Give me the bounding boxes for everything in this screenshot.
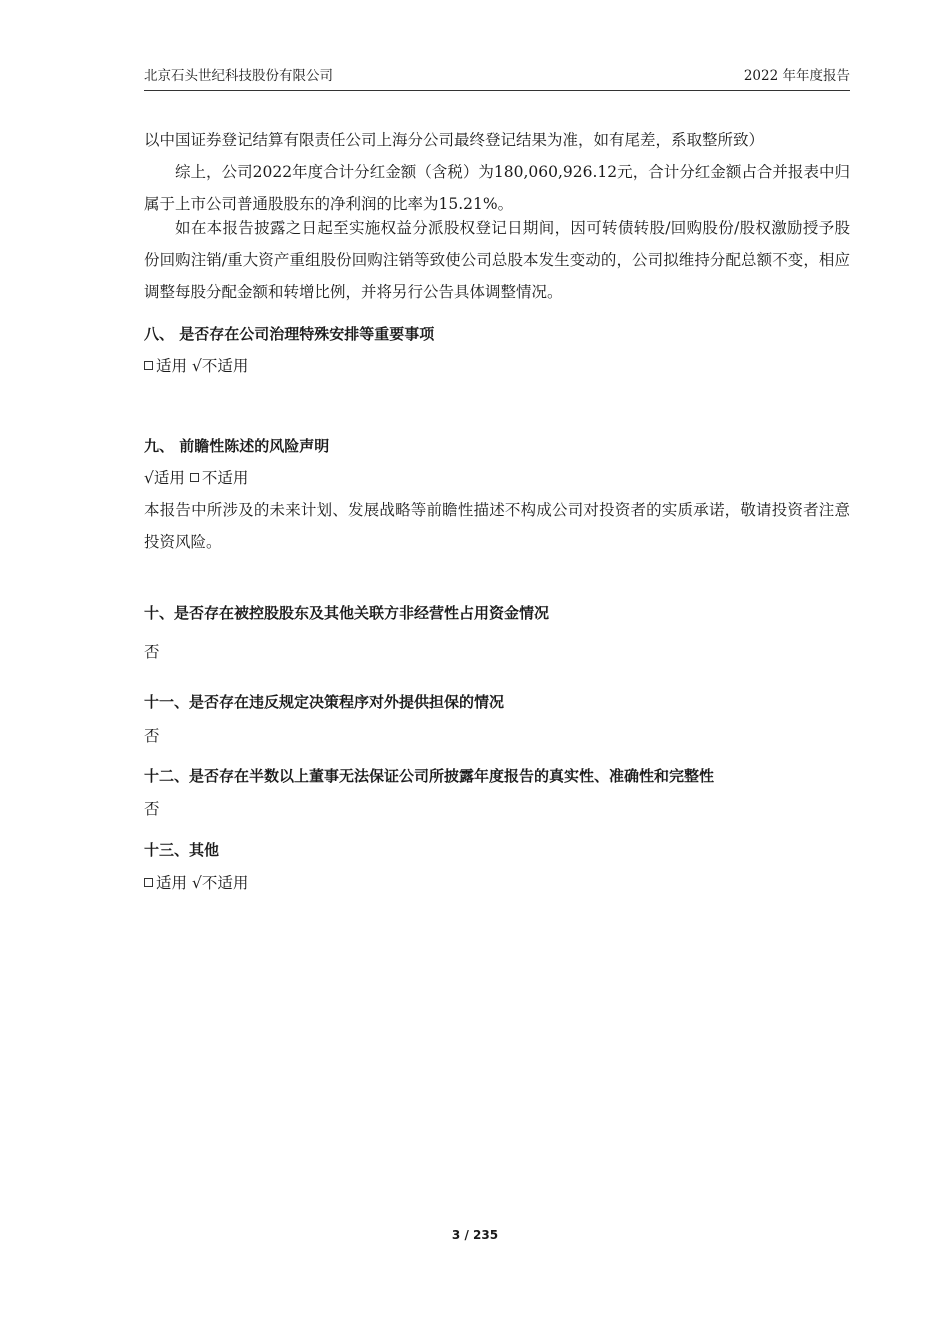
page-number: 3 / 235: [451, 1228, 499, 1242]
section-9-title: 九、 前瞻性陈述的风险声明: [144, 437, 330, 455]
section-13-not-applicable-label: √不适用: [191, 874, 249, 892]
page-header: [144, 66, 850, 91]
header-report-title: 2022 年年度报告: [743, 68, 850, 84]
unchecked-box-icon: [144, 361, 153, 370]
section-9-applicable-label: √适用: [144, 469, 185, 487]
section-11-title: 十一、是否存在违反规定决策程序对外提供担保的情况: [144, 693, 505, 711]
section-9-applicability: [144, 466, 850, 490]
section-9-content: 本报告中所涉及的未来计划、发展战略等前瞻性描述不构成公司对投资者的实质承诺，敬请投资者注意投资风险。: [144, 501, 850, 551]
section-12-title: 十二、是否存在半数以上董事无法保证公司所披露年度报告的真实性、准确性和完整性: [144, 767, 715, 785]
section-9-not-applicable-label: 不适用: [201, 469, 249, 487]
section-13-applicable-label: 适用: [156, 874, 188, 892]
section-10-title: 十、是否存在被控股股东及其他关联方非经营性占用资金情况: [144, 604, 550, 622]
section-8-applicable-label: 适用: [156, 357, 188, 375]
paragraph-adjustment-note: 如在本报告披露之日起至实施权益分派股权登记日期间，因可转债转股/回购股份/股权激励授予股份回购注销/重大资产重组股份回购注销等致使公司总股本发生变动的，公司拟维持分配总额不变，相应调整每股分配金额和转增比例，并将另行公告具体调整情况。: [144, 219, 850, 301]
section-8-title: 八、 是否存在公司治理特殊安排等重要事项: [144, 325, 435, 343]
section-8-applicability: [144, 354, 850, 378]
paragraph-dividend-summary: 综上，公司2022年度合计分红金额（含税）为180,060,926.12元，合计分红金额占合并报表中归属于上市公司普通股股东的净利润的比率为15.21%。: [144, 163, 850, 213]
section-12-answer: 否: [144, 800, 160, 818]
section-8-not-applicable-label: √不适用: [191, 357, 249, 375]
unchecked-box-icon: [144, 878, 153, 887]
unchecked-box-icon: [190, 473, 199, 482]
section-13-applicability: [144, 871, 850, 895]
section-13-title: 十三、其他: [144, 841, 220, 859]
section-11-answer: 否: [144, 727, 160, 745]
paragraph-rounding-note: 以中国证券登记结算有限责任公司上海分公司最终登记结果为准，如有尾差，系取整所致）: [144, 131, 765, 149]
header-company-name: 北京石头世纪科技股份有限公司: [144, 68, 333, 84]
section-10-answer: 否: [144, 643, 160, 661]
